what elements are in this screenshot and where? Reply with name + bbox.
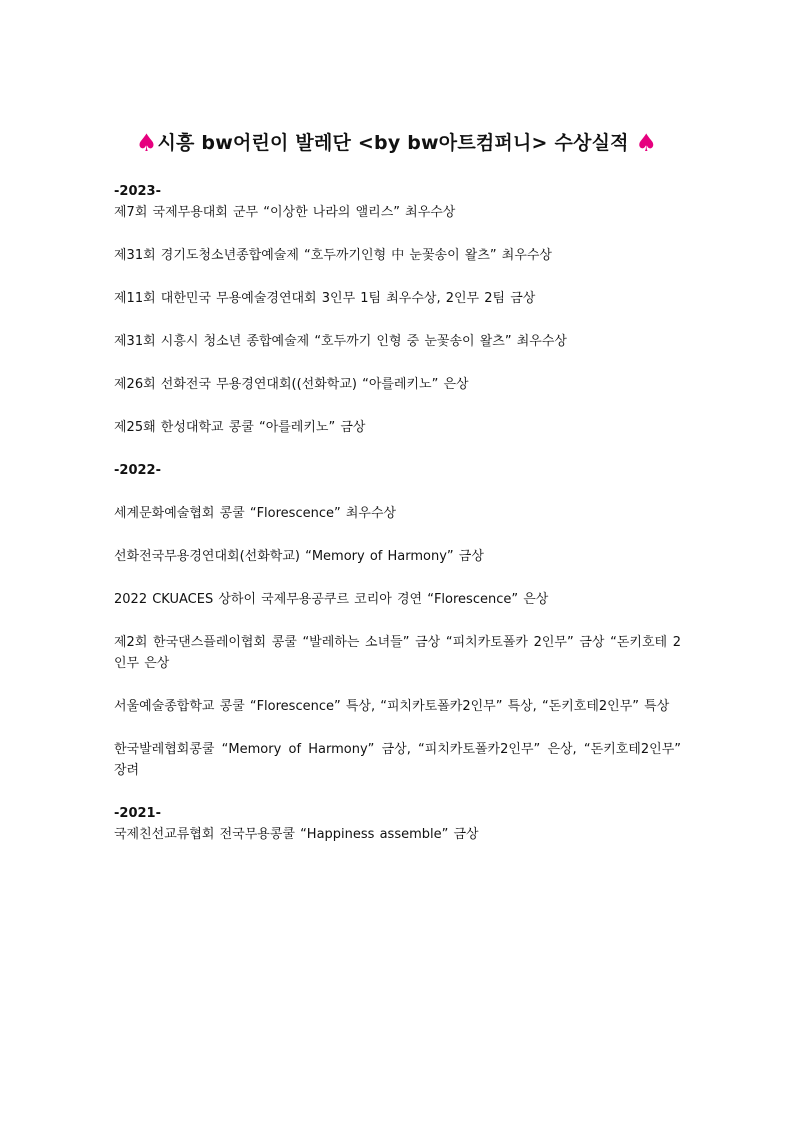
award-item: 세계문화예술협회 콩쿨 “Florescence” 최우수상 [114,506,397,521]
award-item: 국제친선교류협회 전국무용콩쿨 “Happiness assemble” 금상 [114,827,479,842]
award-item: 선화전국무용경연대회(선화학교) “Memory of Harmony” 금상 [114,549,484,564]
page-title-text: 시흥 bw어린이 발레단 <by bw아트컴퍼니> 수상실적 [157,132,629,154]
spade-icon: ♠ [635,129,658,157]
year-heading: -2021- [114,806,161,821]
award-item: 제25홰 한성대학교 콩쿨 “아를레키노” 금상 [114,420,366,435]
award-item: 제31회 시흥시 청소년 종합예술제 “호두까기 인형 중 눈꽃송이 왈츠” 최우수상 [114,334,567,349]
award-item: 2022 CKUACES 상하이 국제무용공쿠르 코리아 경연 “Florescence” 은상 [114,592,549,607]
page-title [0,128,793,157]
award-item: 제26회 선화전국 무용경연대회((선화학교) “아를레키노” 은상 [114,377,469,392]
award-item: 제2회 한국댄스플레이협회 콩쿨 “발레하는 소녀들” 금상 “피치카토폴카 2인무” 금상 “돈키호테 2인무 은상 [114,635,681,671]
award-item: 서울예술종합학교 콩쿨 “Florescence” 특상, “피치카토폴카2인무” 특상, “돈키호테2인무” 특상 [114,699,670,714]
award-item: 제7회 국제무용대회 군무 “이상한 나라의 앨리스” 최우수상 [114,205,456,220]
spade-icon: ♠ [135,129,158,157]
year-heading: -2023- [114,184,161,199]
award-item: 제31회 경기도청소년종합예술제 “호두까기인형 中 눈꽃송이 왈츠” 최우수상 [114,248,552,263]
awards-list [114,181,681,845]
award-item: 제11회 대한민국 무용예술경연대회 3인무 1팀 최우수상, 2인무 2팀 금상 [114,291,536,306]
award-item: 한국발레협회콩쿨 “Memory of Harmony” 금상, “피치카토폴카2인무” 은상, “돈키호테2인무” 장려 [114,742,681,778]
year-heading: -2022- [114,463,161,478]
